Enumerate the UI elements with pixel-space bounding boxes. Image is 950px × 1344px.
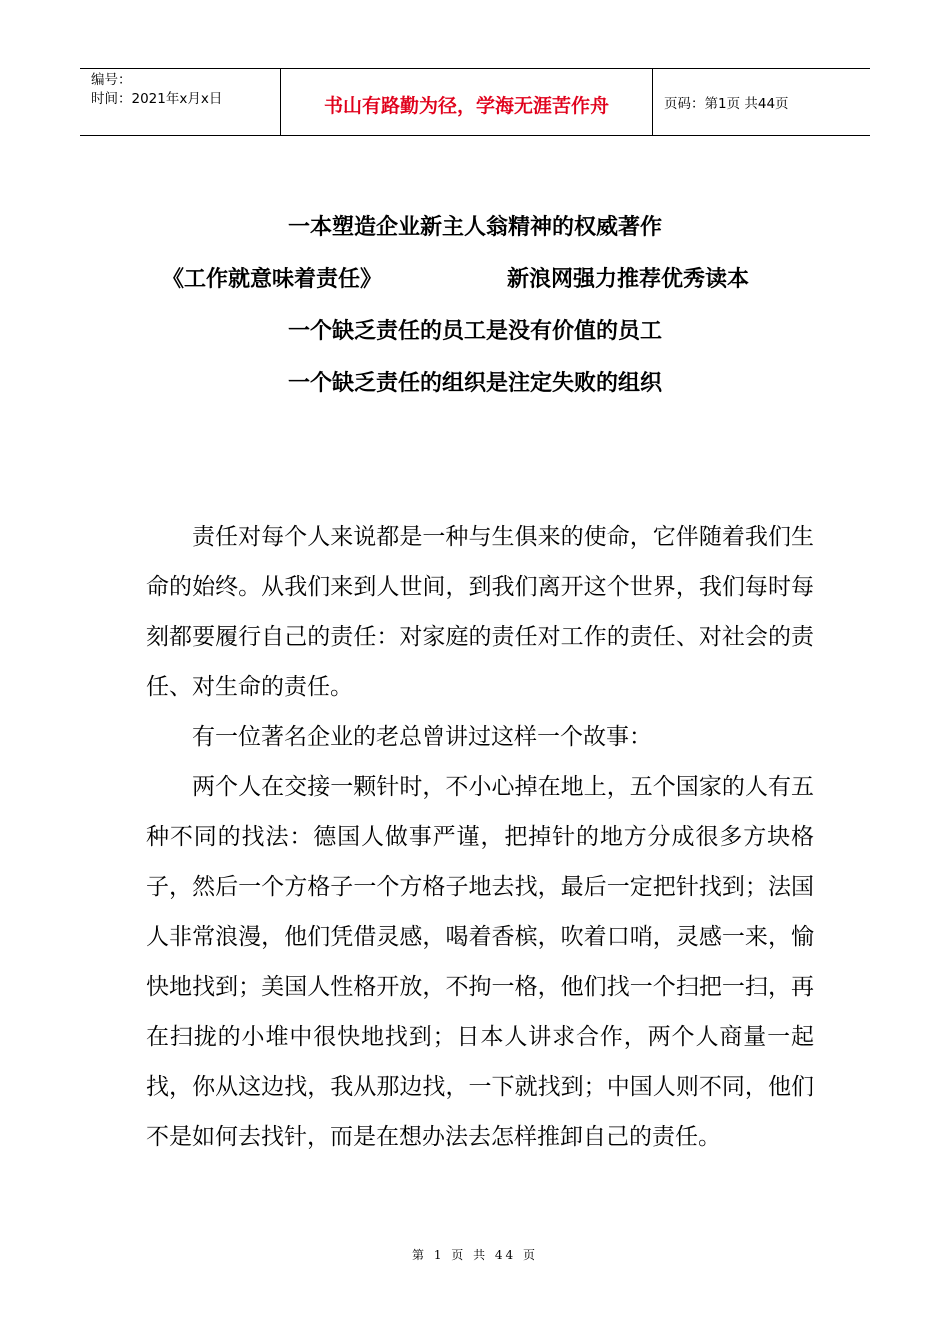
header-motto-cell <box>281 69 653 135</box>
title-block <box>0 213 950 421</box>
title-line-4: 一个缺乏责任的组织是注定失败的组织 <box>287 370 662 396</box>
serial-number-label: 编号： <box>91 72 132 88</box>
recommendation-text: 新浪网强力推荐优秀读本 <box>507 266 750 292</box>
page-header <box>80 68 870 136</box>
title-line-3: 一个缺乏责任的员工是没有价值的员工 <box>287 318 662 344</box>
title-line-1: 一本塑造企业新主人翁精神的权威著作 <box>287 214 662 240</box>
header-meta-cell <box>80 69 281 135</box>
header-page-info: 页码：第1页 共44页 <box>664 96 789 112</box>
paragraph-2: 有一位著名企业的老总曾讲过这样一个故事： <box>192 724 652 750</box>
body-text <box>146 512 814 1162</box>
header-motto: 书山有路勤为径，学海无涯苦作舟 <box>323 94 609 117</box>
date-label: 时间：2021年x月x日 <box>91 91 223 107</box>
paragraph-1: 责任对每个人来说都是一种与生俱来的使命，它伴随着我们生命的始终。从我们来到人世间，到我们离开这个世界，我们每时每刻都要履行自己的责任：对家庭的责任对工作的责任、对社会的责任、对生命的责任。 <box>146 524 814 700</box>
paragraph-3: 两个人在交接一颗针时，不小心掉在地上，五个国家的人有五种不同的找法：德国人做事严谨，把掉针的地方分成很多方块格子，然后一个方格子一个方格子地去找，最后一定把针找到；法国人非常浪漫，他们凭借灵感，喝着香槟，吹着口哨，灵感一来，愉快地找到；美国人性格开放，不拘一格，他们找一个扫把一扫，再在扫拢的小堆中很快地找到；日本人讲求合作，两个人商量一起找，你从这边找，我从那边找，一下就找到；中国人则不同，他们不是如何去找针，而是在想办法去怎样推卸自己的责任。 <box>146 774 814 1150</box>
book-title: 《工作就意味着责任》 <box>162 266 383 292</box>
page-footer <box>0 1246 950 1263</box>
header-page-cell <box>653 69 870 135</box>
footer-page-number: 第 1 页 共 44 页 <box>412 1248 538 1262</box>
title-line-2 <box>0 265 950 294</box>
